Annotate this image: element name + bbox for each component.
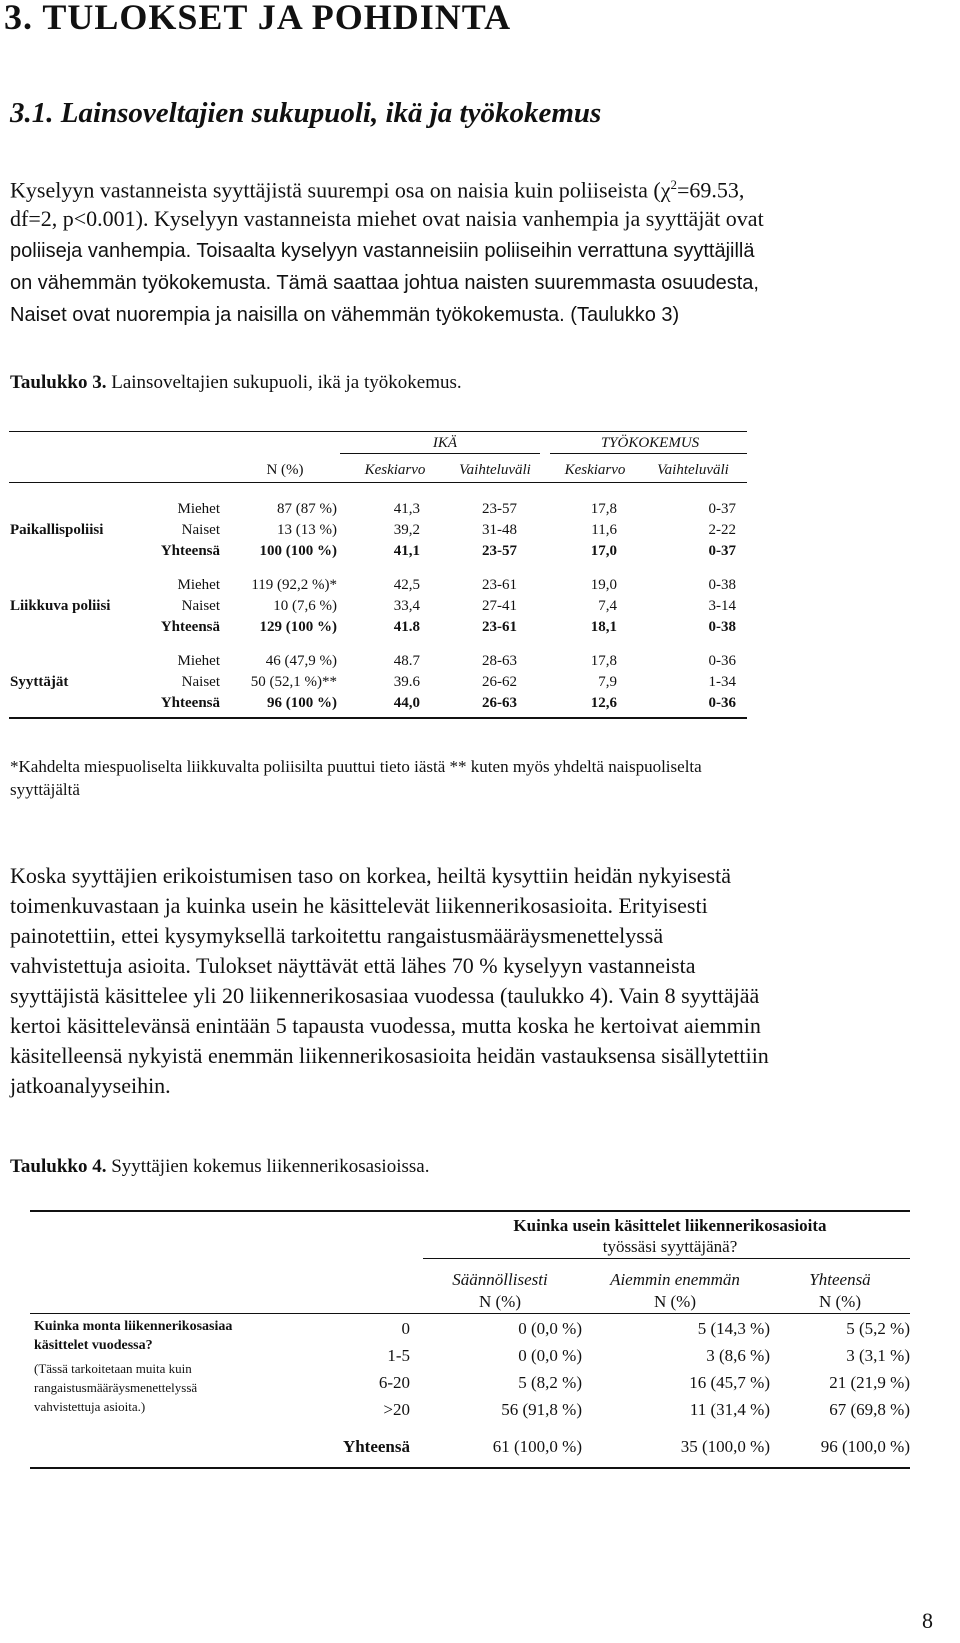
table-3-footnote-line-1: *Kahdelta miespuoliselta liikkuvalta poliisilta puuttui tieto iästä ** kuten myös yhdeltä naispuoliselta [10,757,702,776]
col-saannollisesti-n: N (%) [478,1292,521,1311]
table-4-group-header-line-1: Kuinka usein käsittelet liikennerikosasioita [513,1216,827,1235]
question-line-2: käsittelet vuodessa? [34,1338,153,1353]
paragraph-1-line-3: poliiseja vanhempia. Toisaalta kyselyyn vastanneisiin poliiseihin verrattuna syyttäjillä [10,240,755,262]
paragraph-1-line-1: Kyselyyn vastanneista syyttäjistä suurempi osa on naisia kuin poliiseista ($\chi^2=69.53$, [10,177,745,203]
paragraph-2-line-4: vahvistettuja asioita. Tulokset näyttävät että lähes 70 % kyselyyn vastanneista [10,953,696,978]
paragraph-2-line-2: toimenkuvastaan ja kuinka usein he käsittelevät liikennerikosasioita. Erityisesti [10,893,708,918]
paragraph-2-line-5: syyttäjistä käsittelee yli 20 liikennerikosasiaa vuodessa (taulukko 4). Vain 8 syyttäjää [10,983,760,1008]
table-3-top-rule [9,431,747,432]
table-4-header-rule [30,1313,910,1314]
col-aiemmin-header: Aiemmin enemmän [610,1270,740,1289]
question-note-line-1: (Tässä tarkoitetaan muita kuin [34,1361,192,1376]
paragraph-1-line-2: df=2, p<0.001). Kyselyyn vastanneista miehet ovat naisia vanhempia ja syyttäjät ovat [10,206,764,231]
paragraph-1-line-5: Naiset ovat nuorempia ja naisilla on vähemmän työkokemusta. (Taulukko 3) [10,304,680,326]
paragraph-1-line-4: on vähemmän työkokemusta. Tämä saattaa johtua naisten suuremmasta osuudesta, [10,272,759,294]
col-yhteensa-n: N (%) [818,1292,861,1311]
table-3-header-rule [9,482,747,483]
page-number: 8 [922,1608,933,1633]
table-4-bottom-rule [30,1467,910,1469]
table-4-caption: Taulukko 4. Syyttäjien kokemus liikennerikosasioissa. [10,1156,430,1177]
table-4-top-rule [30,1210,910,1212]
col-saannollisesti-header: Säännöllisesti [452,1270,548,1289]
tyokokemus-underline [550,453,747,454]
question-note-line-2: rangaistusmääräysmenettelyssä [34,1380,198,1395]
n-header: N (%) [266,462,304,478]
paragraph-2-line-7: käsitelleensä nykyistä enemmän liikennerikosasioita heidän vastauksensa sisällytettiin [10,1043,769,1068]
col-yhteensa-header: Yhteensä [809,1270,871,1289]
tyo-keskiarvo-header: Keskiarvo [564,462,626,478]
paragraph-2-line-1: Koska syyttäjien erikoistumisen taso on korkea, heiltä kysyttiin heidän nykyisestä [10,863,731,888]
table-4-group-rule [423,1258,910,1259]
group-label-paikallispoliisi: Paikallispoliisi [10,522,104,538]
table-3-footnote-line-2: syyttäjältä [10,780,80,799]
ika-keskiarvo-header: Keskiarvo [364,462,426,478]
question-line-1: Kuinka monta liikennerikosasiaa [34,1319,233,1334]
tyo-vaihteluvali-header: Vaihteluväli [657,462,729,478]
table-4-group-header-line-2: työssäsi syyttäjänä? [602,1237,738,1256]
group-label-syyttajat: Syyttäjät [10,674,69,690]
page-heading: 3. TULOKSET JA POHDINTA [4,0,512,37]
paragraph-2-line-6: kertoi käsittelevänsä enintään 5 tapausta vuodessa, mutta koska he kertoivat aiemmin [10,1013,761,1038]
ika-header: IKÄ [432,435,458,451]
tyokokemus-header: TYÖKOKEMUS [600,435,700,451]
section-heading: 3.1. Lainsoveltajien sukupuoli, ikä ja työkokemus [10,97,602,129]
table-3-caption: Taulukko 3. Lainsoveltajien sukupuoli, ikä ja työkokemus. [10,372,462,393]
paragraph-2-line-8: jatkoanalyyseihin. [10,1073,171,1098]
table-3-bottom-rule [9,717,747,719]
question-note-line-3: vahvistettuja asioita.) [34,1399,146,1414]
ika-vaihteluvali-header: Vaihteluväli [459,462,531,478]
ika-underline [340,453,540,454]
group-label-liikkuva-poliisi: Liikkuva poliisi [10,598,111,614]
col-aiemmin-n: N (%) [653,1292,696,1311]
paragraph-2-line-3: painotettiin, ettei kysymyksellä tarkoitettu rangaistusmääräysmenettelyssä [10,923,664,948]
